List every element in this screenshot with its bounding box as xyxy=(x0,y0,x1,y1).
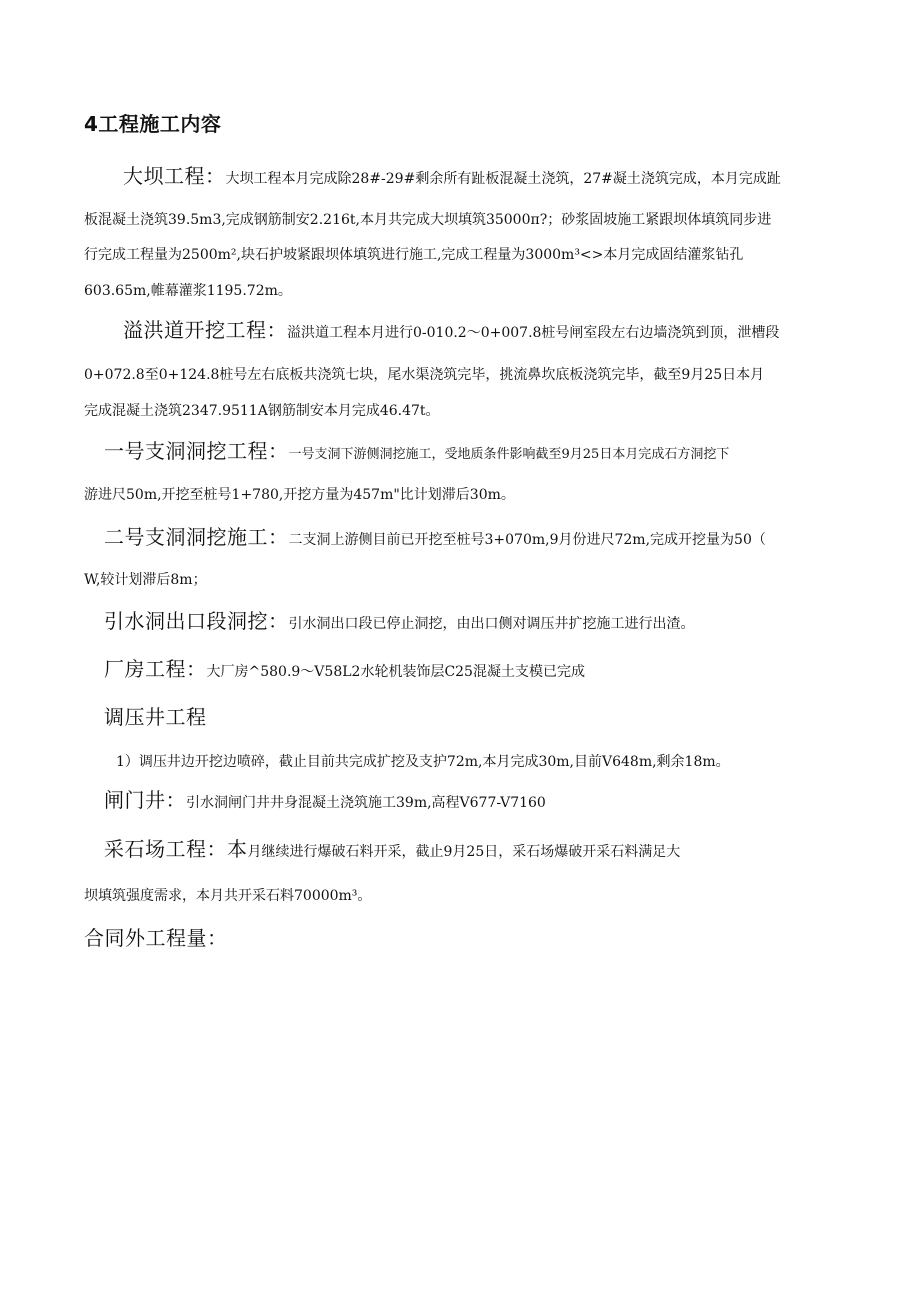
surge-tank-heading: 调压井工程 xyxy=(104,705,207,729)
spillway-text-3: 完成混凝土浇筑2347.9511A钢筋制安本月完成46.47t。 xyxy=(84,403,440,419)
diversion-outlet-text: 引水洞出口段已停止洞挖，由出口侧对调压井扩挖施工进行出渣。 xyxy=(288,616,695,632)
quarry-text-2: 坝填筑强度需求，本月共开采石料70000m³。 xyxy=(84,888,372,904)
dam-text-1: 大坝工程本月完成除28#-29#剩余所有趾板混凝土浇筑，27#凝土浇筑完成，本月完成趾 xyxy=(225,171,781,187)
adit2-paragraph-line-1 xyxy=(104,527,766,550)
spillway-text-1: 溢洪道工程本月进行0-010.2～0+007.8桩号闸室段左右边墙浇筑到顶，泄槽段 xyxy=(287,325,780,341)
dam-text-2: 板混凝土浇筑39.5m3,完成钢筋制安2.216t,本月共完成大坝填筑35000π?；砂浆固坡施工紧跟坝体填筑同步进 xyxy=(84,212,772,228)
quarry-heading: 采石场工程： xyxy=(104,837,227,861)
spillway-paragraph-line-1 xyxy=(123,320,779,343)
adit1-paragraph-line-1 xyxy=(104,441,729,465)
gate-shaft-text: 引水洞闸门井井身混凝土浇筑施工39m,高程V677-V7160 xyxy=(186,795,546,811)
powerhouse-heading: 厂房工程： xyxy=(104,657,207,681)
adit2-text-2: W,较计划滞后8m； xyxy=(84,572,207,588)
gate-shaft-heading: 闸门井： xyxy=(104,788,186,812)
surge-tank-item: 1）调压井边开挖边喷碎，截止目前共完成扩挖及支护72m,本月完成30m,目前V648m,剩余18m。 xyxy=(116,754,730,770)
dam-heading: 大坝工程： xyxy=(123,164,226,188)
adit1-text-2: 游进尺50m,开挖至桩号1+780,开挖方量为457m"比计划滞后30m。 xyxy=(84,487,515,503)
spillway-heading: 溢洪道开挖工程： xyxy=(123,318,287,342)
powerhouse-text: 大厂房^580.9～V58L2水轮机装饰层C25混凝土支模已完成 xyxy=(206,664,585,680)
dam-text-3: 行完成工程量为2500m²,块石护坡紧跟坝体填筑进行施工,完成工程量为3000m³<>本月完成固结灌浆钻孔 xyxy=(84,247,744,263)
quarry-text-1: 月继续进行爆破石料开采，截止9月25日，采石场爆破开采石料满足大 xyxy=(247,844,681,860)
dam-paragraph-line-1 xyxy=(123,166,781,189)
section-number: 4 xyxy=(84,112,99,136)
diversion-outlet-paragraph xyxy=(104,611,695,634)
extra-work-heading: 合同外工程量： xyxy=(84,926,228,950)
section-title-text: 工程施工内容 xyxy=(98,112,222,136)
dam-text-4: 603.65m,帷幕灌浆1195.72m。 xyxy=(84,283,292,299)
adit1-heading: 一号支洞洞挖工程： xyxy=(104,439,289,463)
section-title xyxy=(84,114,221,134)
spillway-text-2: 0+072.8至0+124.8桩号左右底板共浇筑七块，尾水渠浇筑完毕，挑流鼻坎底板浇筑完毕，截至9月25日本月 xyxy=(84,367,765,383)
powerhouse-paragraph xyxy=(104,659,585,682)
adit2-heading: 二号支洞洞挖施工： xyxy=(104,525,289,549)
quarry-first-char: 本 xyxy=(227,837,248,861)
adit1-text-1: 一号支洞下游侧洞挖施工，受地质条件影响截至9月25日本月完成石方洞挖下 xyxy=(288,447,730,462)
adit2-text-1: 二支洞上游侧目前已开挖至桩号3+070m,9月份进尺72m,完成开挖量为50（ xyxy=(288,532,766,548)
gate-shaft-paragraph xyxy=(104,790,546,813)
diversion-outlet-heading: 引水洞出口段洞挖： xyxy=(104,609,289,633)
quarry-paragraph-line-1 xyxy=(104,839,680,862)
